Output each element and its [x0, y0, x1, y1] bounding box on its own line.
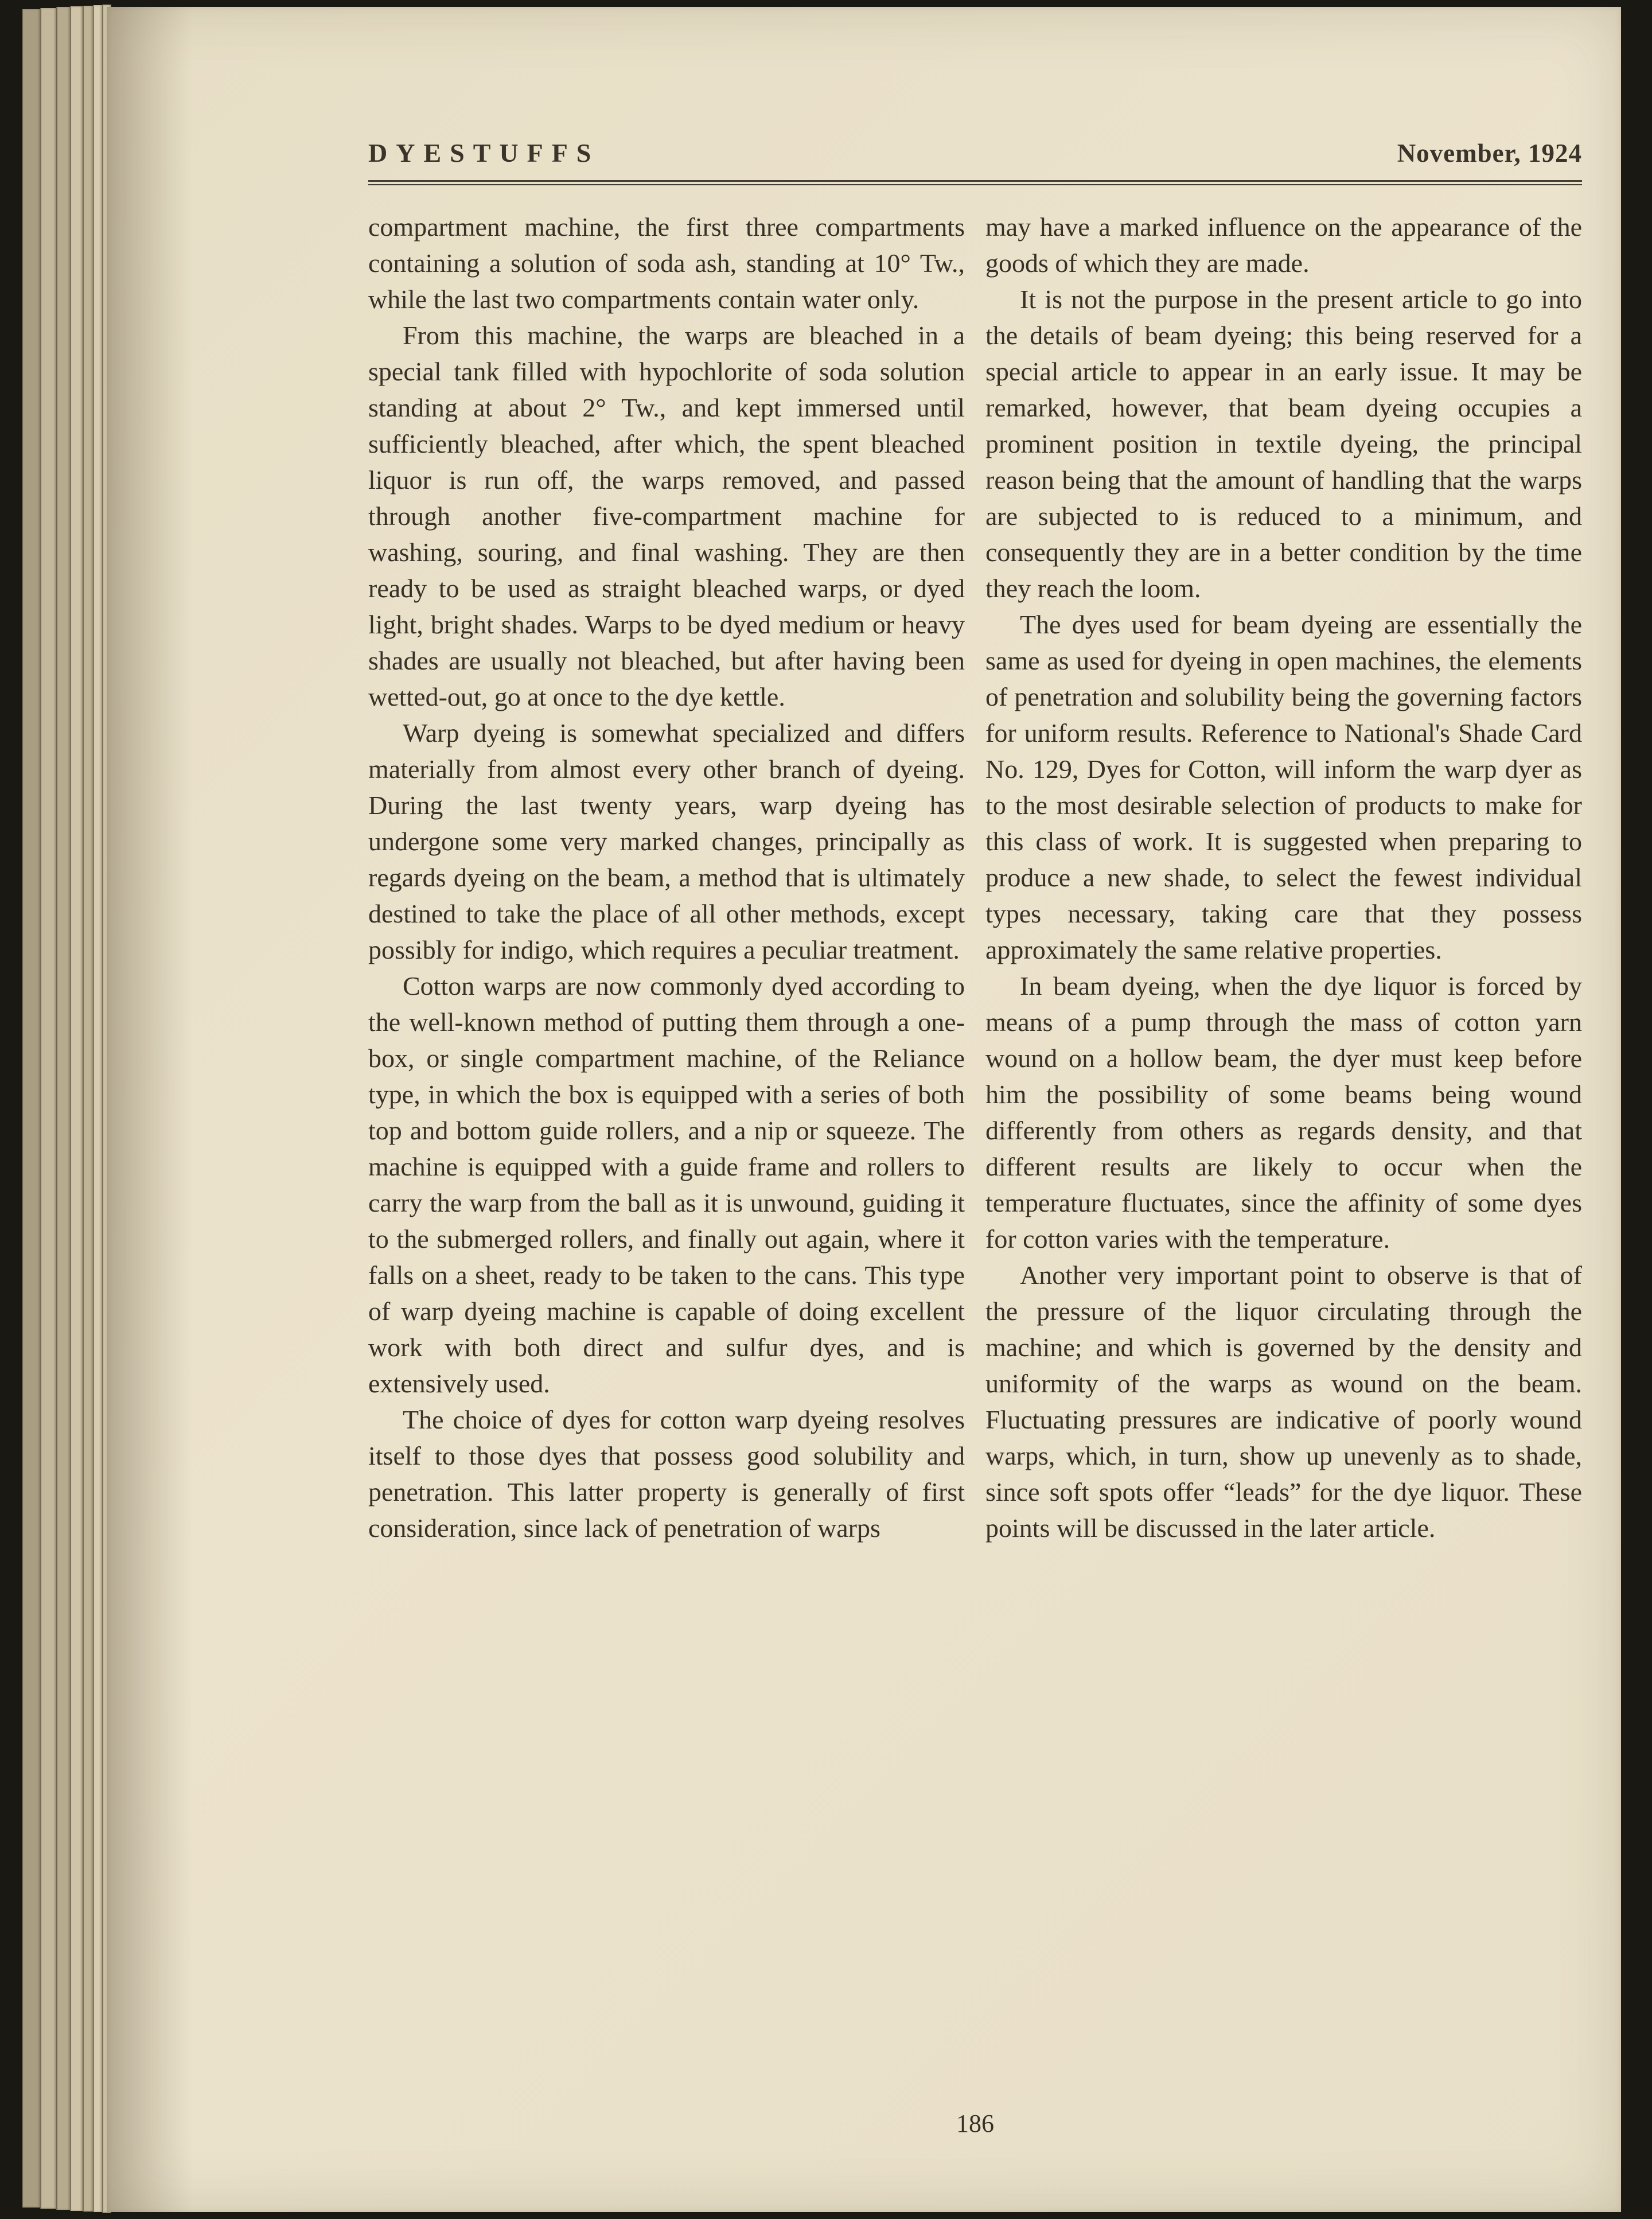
- paragraph: Cotton warps are now commonly dyed according to the well-known method of putting them through a one-box, or single compartment machine, of the Reliance type, in which the box is equipped with a series of both top and bottom guide rollers, and a nip or squeeze. The machine is equipped with a guide frame and rollers to carry the warp from the ball as it is unwound, guiding it to the submerged rollers, and finally out again, where it falls on a sheet, ready to be taken to the cans. This type of warp dyeing machine is capable of doing excellent work with both direct and sulfur dyes, and is extensively used.: [368, 971, 965, 1398]
- book-page-edge: [40, 8, 56, 2209]
- book-page-edge: [93, 5, 102, 2212]
- paragraph: Another very important point to observe is that of the pressure of the liquor circulating through the machine; and which is governed by the density and uniformity of the warps as wound on the beam. Fluctuating pressures are indicative of poorly wound warps, which, in turn, show up unevenly as to shade, since soft spots offer “leads” for the dye liquor. These points will be discussed in the later article.: [985, 1260, 1582, 1543]
- book-page-edge: [56, 7, 70, 2210]
- paragraph: The dyes used for beam dyeing are essentially the same as used for dyeing in open machines, the elements of penetration and solubility being the governing factors for uniform results. Reference to National's Shade Card No. 129, Dyes for Cotton, will inform the warp dyer as to the most desirable selection of products to make for this class of work. It is suggested when preparing to produce a new shade, to select the fewest individual types necessary, taking care that they possess approximately the same relative properties.: [985, 610, 1582, 964]
- page-number: 186: [956, 2109, 994, 2138]
- book-page-edges: [22, 3, 114, 2214]
- book-page-edge: [83, 6, 93, 2212]
- paragraph: Warp dyeing is somewhat specialized and differs materially from almost every other branch of dyeing. During the last twenty years, warp dyeing has undergone some very marked changes, principally as regards dyeing on the beam, a method that is ultimately destined to take the place of all other methods, except possibly for indigo, which requires a peculiar treatment.: [368, 718, 965, 964]
- page-header: [368, 138, 1582, 168]
- paragraph: The choice of dyes for cotton warp dyeing resolves itself to those dyes that possess good solubility and penetration. This latter property is generally of first consideration, since lack of penetration of warps: [368, 1405, 965, 1543]
- left-column: [368, 209, 965, 1546]
- paragraph: In beam dyeing, when the dye liquor is forced by means of a pump through the mass of cotton yarn wound on a hollow beam, the dyer must keep before him the possibility of some beams being wound differently from others as regards density, and that different results are likely to occur when the temperature fluctuates, since the affinity of some dyes for cotton varies with the temperature.: [985, 971, 1582, 1253]
- paragraph: It is not the purpose in the present article to go into the details of beam dyeing; this being reserved for a special article to appear in an early issue. It may be remarked, however, that beam dyeing occupies a prominent position in textile dyeing, the principal reason being that the amount of handling that the warps are subjected to is reduced to a minimum, and consequently they are in a better condition by the time they reach the loom.: [985, 285, 1582, 603]
- header-rule: [368, 180, 1582, 185]
- book-page-edge: [22, 9, 40, 2208]
- page: [107, 7, 1621, 2212]
- book-page-edge: [70, 6, 83, 2211]
- right-column: [985, 209, 1582, 1546]
- paragraph: may have a marked influence on the appearance of the goods of which they are made.: [985, 212, 1582, 278]
- body-text: [368, 209, 1582, 1546]
- paragraph: compartment machine, the first three compartments containing a solution of soda ash, standing at 10° Tw., while the last two compartments contain water only.: [368, 212, 965, 314]
- journal-title: DYESTUFFS: [368, 138, 600, 168]
- issue-date: November, 1924: [1397, 139, 1582, 168]
- paragraph: From this machine, the warps are bleached in a special tank filled with hypochlorite of soda solution standing at about 2° Tw., and kept immersed until sufficiently bleached, after which, the spent bleached liquor is run off, the warps removed, and passed through another five-compartment machine for washing, souring, and final washing. They are then ready to be used as straight bleached warps, or dyed light, bright shades. Warps to be dyed medium or heavy shades are usually not bleached, but after having been wetted-out, go at once to the dye kettle.: [368, 321, 965, 711]
